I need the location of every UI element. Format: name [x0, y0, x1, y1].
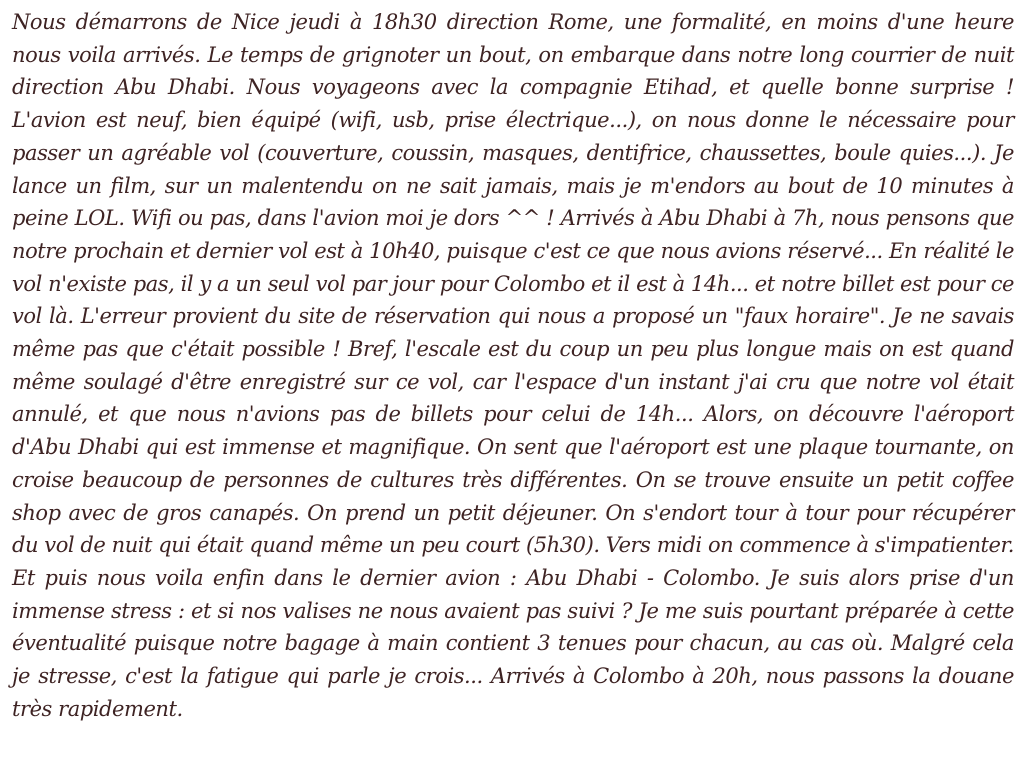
handwritten-paragraph: Nous démarrons de Nice jeudi à 18h30 direction Rome, une formalité, en moins d'une heure nous voila arrivés. Le temps de grignoter un bout, on embarque dans notre long courrier de nuit direction Abu Dhabi. Nous voyageons avec la compagnie Etihad, et quelle bonne surprise ! L'avion est neuf, bien équipé (wifi, usb, prise électrique...), on nous donne le nécessaire pour passer un agréable vol (couverture, coussin, masques, dentifrice, chaussettes, boule quies...). Je lance un film, sur un malentendu on ne sait jamais, mais je m'endors au bout de 10 minutes à peine LOL. Wifi ou pas, dans l'avion moi je dors ^^ ! Arrivés à Abu Dhabi à 7h, nous pensons que notre prochain et dernier vol est à 10h40, puisque c'est ce que nous avions réservé... En réalité le vol n'existe pas, il y a un seul vol par jour pour Colombo et il est à 14h... et notre billet est pour ce vol là. L'erreur provient du site de réservation qui nous a proposé un "faux horaire". Je ne savais même pas que c'était possible ! Bref, l'escale est du coup un peu plus longue mais on est quand même soulagé d'être enregistré sur ce vol, car l'espace d'un instant j'ai cru que notre vol était annulé, et que nous n'avions pas de billets pour celui de 14h... Alors, on découvre l'aéroport d'Abu Dhabi qui est immense et magnifique. On sent que l'aéroport est une plaque tournante, on croise beaucoup de personnes de cultures très différentes. On se trouve ensuite un petit coffee shop avec de gros canapés. On prend un petit déjeuner. On s'endort tour à tour pour récupérer du vol de nuit qui était quand même un peu court (5h30). Vers midi on commence à s'impatienter. Et puis nous voila enfin dans le dernier avion : Abu Dhabi - Colombo. Je suis alors prise d'un immense stress : et si nos valises ne nous avaient pas suivi ? Je me suis pourtant préparée à cette éventualité puisque notre bagage à main contient 3 tenues pour chacun, au cas où. Malgré cela je stresse, c'est la fatigue qui parle je crois... Arrivés à Colombo à 20h, nous passons la douane très rapidement.	[12, 10, 1014, 721]
